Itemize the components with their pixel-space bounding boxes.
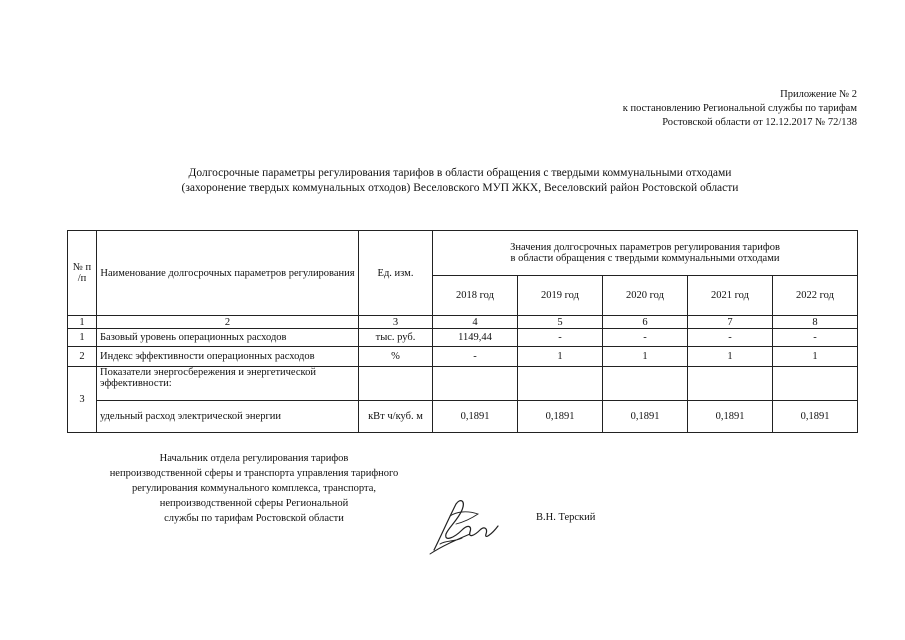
index-cell: 3 xyxy=(359,316,433,329)
index-cell: 4 xyxy=(433,316,518,329)
row-value: - xyxy=(433,347,518,367)
index-cell: 7 xyxy=(688,316,773,329)
index-cell: 1 xyxy=(68,316,97,329)
parameters-table xyxy=(67,230,858,433)
row-value: - xyxy=(688,329,773,347)
empty-cell xyxy=(433,367,518,401)
table-header-row xyxy=(68,231,858,276)
row-name: Базовый уровень операционных расходов xyxy=(97,329,359,347)
group-num: 3 xyxy=(68,367,97,433)
position-line-5: службы по тарифам Ростовской области xyxy=(164,513,344,524)
row-value: 1 xyxy=(688,347,773,367)
row-value: 1 xyxy=(773,347,858,367)
row-value: 0,1891 xyxy=(518,401,603,433)
year-cell: 2019 год xyxy=(518,276,603,316)
row-value: 1 xyxy=(518,347,603,367)
table-row xyxy=(68,401,858,433)
empty-cell xyxy=(359,367,433,401)
title-line-1: Долгосрочные параметры регулирования тарифов в области обращения с твердыми коммунальными отходами xyxy=(188,167,732,179)
row-unit: кВт ч/куб. м xyxy=(359,401,433,433)
header-num: № п /п xyxy=(68,231,97,316)
position-line-3: регулирования коммунального комплекса, транспорта, xyxy=(131,483,377,494)
row-value: 0,1891 xyxy=(603,401,688,433)
appendix-line-1: Приложение № 2 xyxy=(780,89,857,100)
empty-cell xyxy=(688,367,773,401)
index-cell: 2 xyxy=(97,316,359,329)
row-value: 0,1891 xyxy=(433,401,518,433)
title-line-2: (захоронение твердых коммунальных отходов) Веселовского МУП ЖКХ, Веселовский район Ростовской области xyxy=(181,182,739,194)
row-name: Индекс эффективности операционных расходов xyxy=(97,347,359,367)
document-title xyxy=(110,166,810,196)
position-line-4: непроизводственной сферы Региональной xyxy=(159,498,349,509)
year-cell: 2021 год xyxy=(688,276,773,316)
row-value: 0,1891 xyxy=(688,401,773,433)
row-value: 1 xyxy=(603,347,688,367)
row-unit: % xyxy=(359,347,433,367)
row-num: 1 xyxy=(68,329,97,347)
signatory-position xyxy=(84,451,424,526)
empty-cell xyxy=(603,367,688,401)
year-cell: 2018 год xyxy=(433,276,518,316)
header-name: Наименование долгосрочных параметров регулирования xyxy=(97,231,359,316)
row-value: 0,1891 xyxy=(773,401,858,433)
empty-cell xyxy=(773,367,858,401)
row-name: удельный расход электрической энергии xyxy=(97,401,359,433)
signer-name: В.Н. Терский xyxy=(536,512,596,523)
appendix-header xyxy=(623,88,857,130)
group-heading: Показатели энергосбережения и энергетической эффективности: xyxy=(97,367,359,401)
row-value: - xyxy=(773,329,858,347)
empty-cell xyxy=(518,367,603,401)
row-value: 1149,44 xyxy=(433,329,518,347)
column-index-row xyxy=(68,316,858,329)
header-unit: Ед. изм. xyxy=(359,231,433,316)
table-row xyxy=(68,347,858,367)
index-cell: 6 xyxy=(603,316,688,329)
row-value: - xyxy=(603,329,688,347)
handwritten-signature xyxy=(426,494,506,556)
table-row xyxy=(68,329,858,347)
year-cell: 2020 год xyxy=(603,276,688,316)
row-unit: тыс. руб. xyxy=(359,329,433,347)
index-cell: 8 xyxy=(773,316,858,329)
header-values-line-1: Значения долгосрочных параметров регулирования тарифов xyxy=(510,242,780,253)
row-num: 2 xyxy=(68,347,97,367)
appendix-line-3: Ростовской области от 12.12.2017 № 72/138 xyxy=(662,117,857,128)
year-cell: 2022 год xyxy=(773,276,858,316)
table-group-row xyxy=(68,367,858,401)
row-value: - xyxy=(518,329,603,347)
header-values-line-2: в области обращения с твердыми коммунальными отходами xyxy=(510,253,780,264)
header-values xyxy=(433,231,858,276)
position-line-1: Начальник отдела регулирования тарифов xyxy=(159,453,349,464)
index-cell: 5 xyxy=(518,316,603,329)
appendix-line-2: к постановлению Региональной службы по тарифам xyxy=(622,103,857,114)
position-line-2: непроизводственной сферы и транспорта управления тарифного xyxy=(109,468,399,479)
